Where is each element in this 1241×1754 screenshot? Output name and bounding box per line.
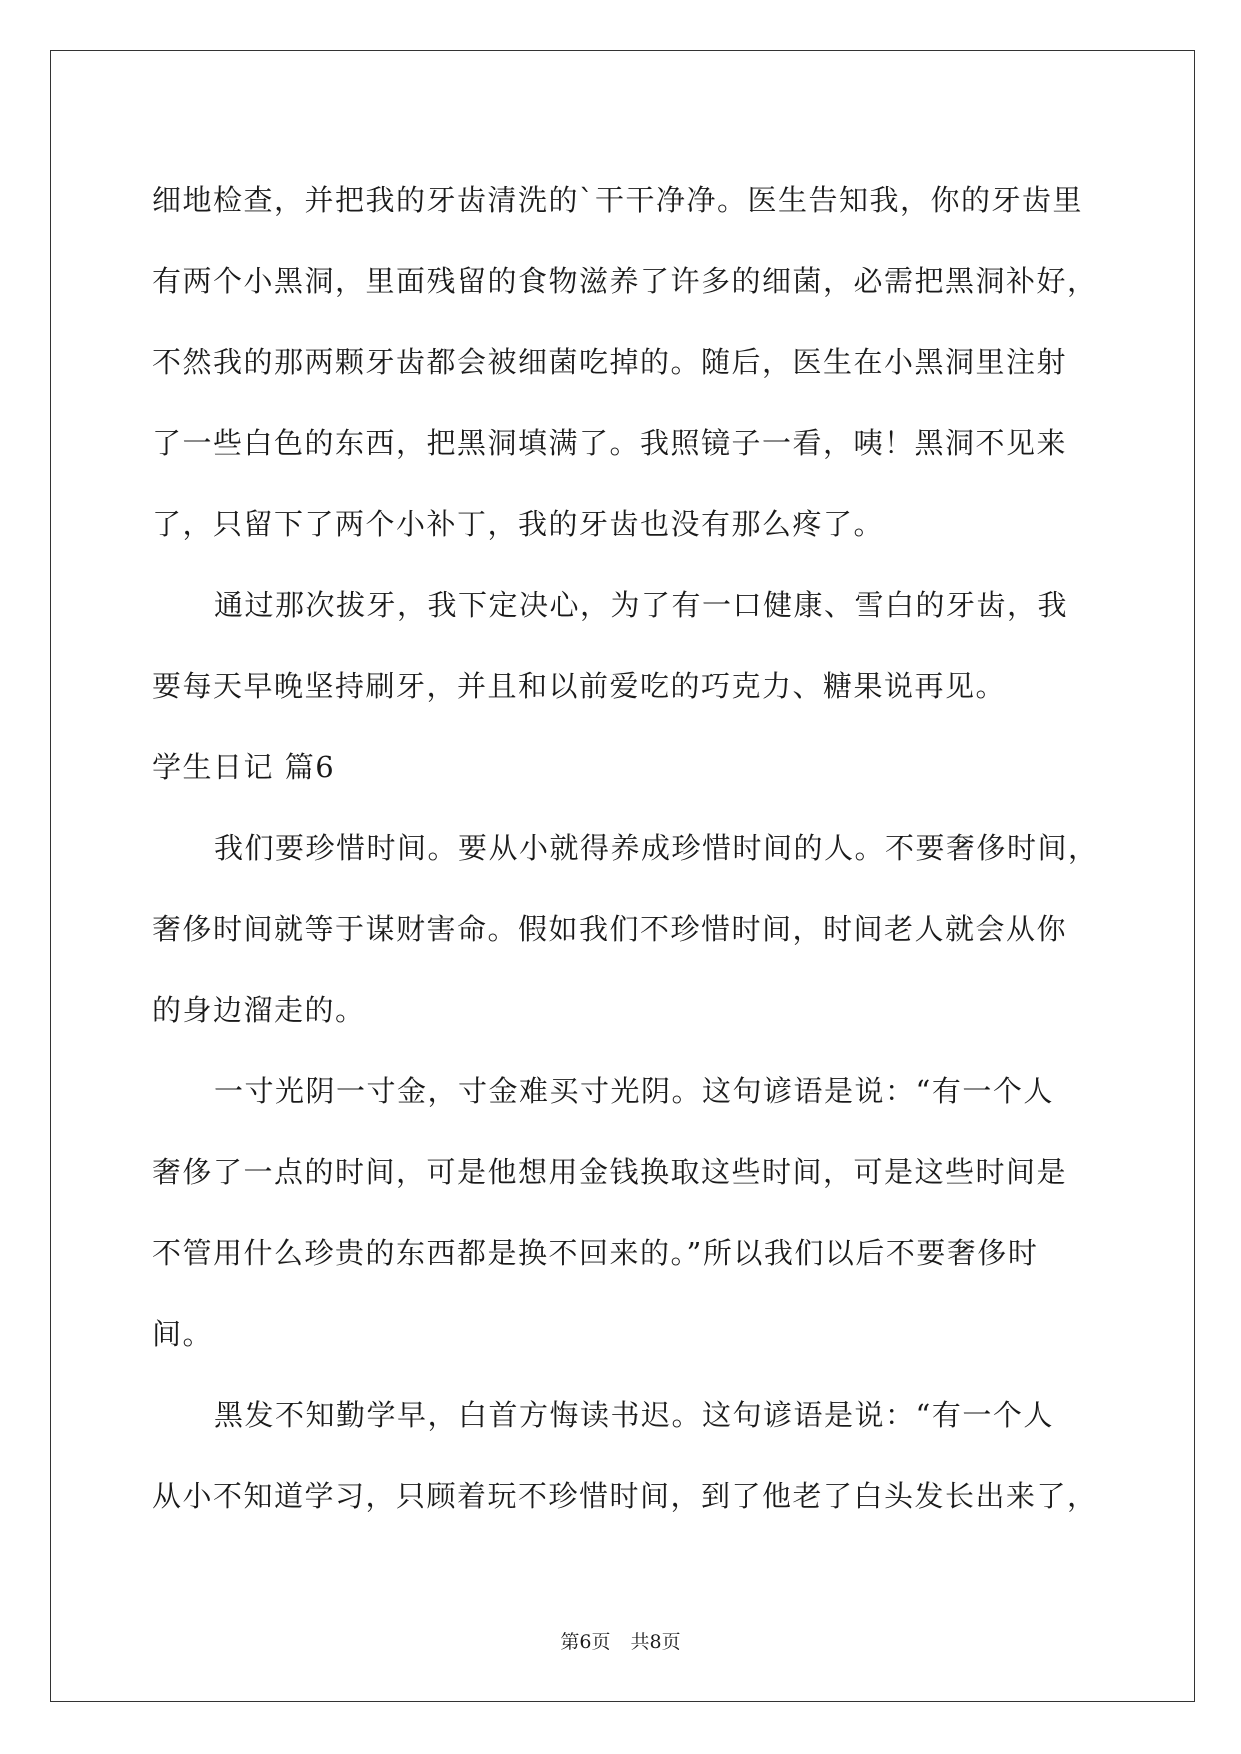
- paragraph-start-line: 我们要珍惜时间。要从小就得养成珍惜时间的人。不要奢侈时间，: [214, 831, 1099, 865]
- section-heading: 学生日记 篇6: [152, 750, 336, 784]
- text-line: 从小不知道学习，只顾着玩不珍惜时间，到了他老了白头发长出来了，: [152, 1479, 1098, 1513]
- text-line: 间。: [152, 1317, 214, 1351]
- paragraph-start-line: 通过那次拔牙，我下定决心，为了有一口健康、雪白的牙齿，我: [214, 588, 1069, 622]
- page-footer: [0, 1627, 1241, 1654]
- paragraph-start-line: 黑发不知勤学早，白首方悔读书迟。这句谚语是说：“有一个人: [214, 1398, 1054, 1432]
- text-line: 了一些白色的东西，把黑洞填满了。我照镜子一看，咦！黑洞不见来: [152, 426, 1068, 460]
- text-line: 的身边溜走的。: [152, 993, 366, 1027]
- text-line: 细地检查，并把我的牙齿清洗的`干干净净。医生告知我，你的牙齿里: [152, 183, 1084, 217]
- text-line: 要每天早晚坚持刷牙，并且和以前爱吃的巧克力、糖果说再见。: [152, 669, 1007, 703]
- text-line: 了，只留下了两个小补丁，我的牙齿也没有那么疼了。: [152, 507, 885, 541]
- text-line: 奢侈时间就等于谋财害命。假如我们不珍惜时间，时间老人就会从你: [152, 912, 1068, 946]
- text-line: 不管用什么珍贵的东西都是换不回来的。”所以我们以后不要奢侈时: [152, 1236, 1039, 1270]
- document-body: [152, 160, 1112, 1537]
- total-pages-label: 共8页: [630, 1631, 681, 1653]
- text-line: 奢侈了一点的时间，可是他想用金钱换取这些时间，可是这些时间是: [152, 1155, 1068, 1189]
- current-page-label: 第6页: [560, 1631, 611, 1653]
- text-line: 不然我的那两颗牙齿都会被细菌吃掉的。随后，医生在小黑洞里注射: [152, 345, 1068, 379]
- text-line: 有两个小黑洞，里面残留的食物滋养了许多的细菌，必需把黑洞补好，: [152, 264, 1098, 298]
- paragraph-start-line: 一寸光阴一寸金，寸金难买寸光阴。这句谚语是说：“有一个人: [214, 1074, 1054, 1108]
